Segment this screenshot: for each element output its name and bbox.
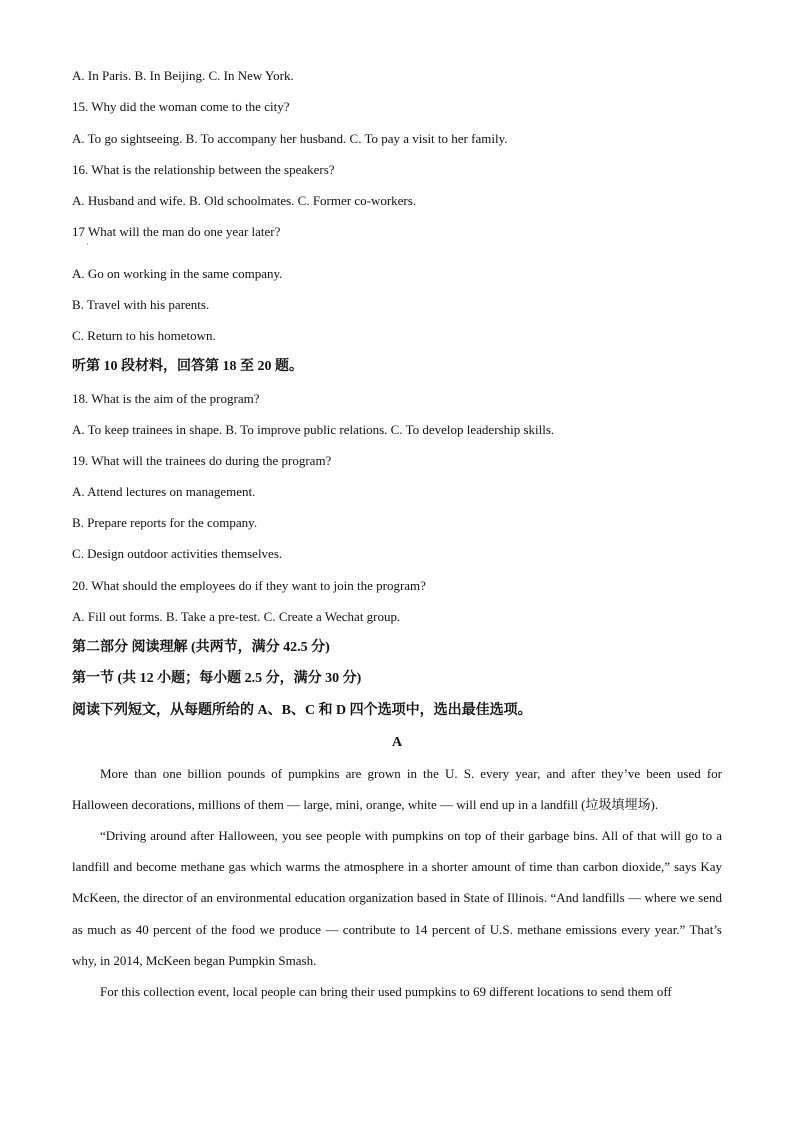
q17-option-c: C. Return to his hometown. xyxy=(72,328,216,343)
passage-paragraph-1: More than one billion pounds of pumpkins are grown in the U. S. every year, and after they’ve been used for Halloween decorations, millions of them — large, mini, orange, white — will end up in a landfill (垃圾填埋场). xyxy=(72,766,722,813)
q17-option-b: B. Travel with his parents. xyxy=(72,297,210,312)
q17-option-a: A. Go on working in the same company. xyxy=(72,266,283,281)
q19-option-a: A. Attend lectures on management. xyxy=(72,484,256,499)
q19-question: 19. What will the trainees do during the program? xyxy=(72,453,332,468)
passage-paragraph-2: “Driving around after Halloween, you see people with pumpkins on top of their garbage bins. All of that will go to a landfill and become methane gas which warms the atmosphere in a shorter amount of time than carbon dioxide,” says Kay McKeen, the director of an environmental education organization based in State of Illinois. “And landfills — where we send as much as 40 percent of the food we produce — contribute to 14 percent of U.S. methane emissions every year.” That’s why, in 2014, McKeen began Pumpkin Smash. xyxy=(72,828,722,968)
q16-question: 16. What is the relationship between the speakers? xyxy=(72,162,335,177)
q15-question: 15. Why did the woman come to the city? xyxy=(72,99,290,114)
q18-question: 18. What is the aim of the program? xyxy=(72,391,260,406)
q15-options: A. To go sightseeing. B. To accompany her husband. C. To pay a visit to her family. xyxy=(72,131,508,146)
part-two-heading: 第二部分 阅读理解 (共两节，满分 42.5 分) xyxy=(72,640,330,655)
passage-label: A xyxy=(391,735,403,750)
q20-question: 20. What should the employees do if they want to join the program? xyxy=(72,578,426,593)
q17-question: 17 What will the man do one year later? xyxy=(72,224,281,239)
section-one-heading: 第一节 (共 12 小题；每小题 2.5 分，满分 30 分) xyxy=(72,671,362,686)
q18-options: A. To keep trainees in shape. B. To improve public relations. C. To develop leadership skills. xyxy=(72,422,555,437)
section-10-heading: 听第 10 段材料，回答第 18 至 20 题。 xyxy=(72,359,303,374)
q20-options: A. Fill out forms. B. Take a pre-test. C. Create a Wechat group. xyxy=(72,609,401,624)
passage-paragraph-3: For this collection event, local people can bring their used pumpkins to 69 different locations to send them off xyxy=(100,984,672,999)
stray-dot: · xyxy=(86,240,89,249)
q19-option-b: B. Prepare reports for the company. xyxy=(72,515,258,530)
q16-options: A. Husband and wife. B. Old schoolmates. C. Former co-workers. xyxy=(72,193,417,208)
reading-instruction: 阅读下列短文，从每题所给的 A、B、C 和 D 四个选项中，选出最佳选项。 xyxy=(72,703,532,718)
q14-options: A. In Paris. B. In Beijing. C. In New York. xyxy=(72,68,294,83)
q19-option-c: C. Design outdoor activities themselves. xyxy=(72,546,283,561)
